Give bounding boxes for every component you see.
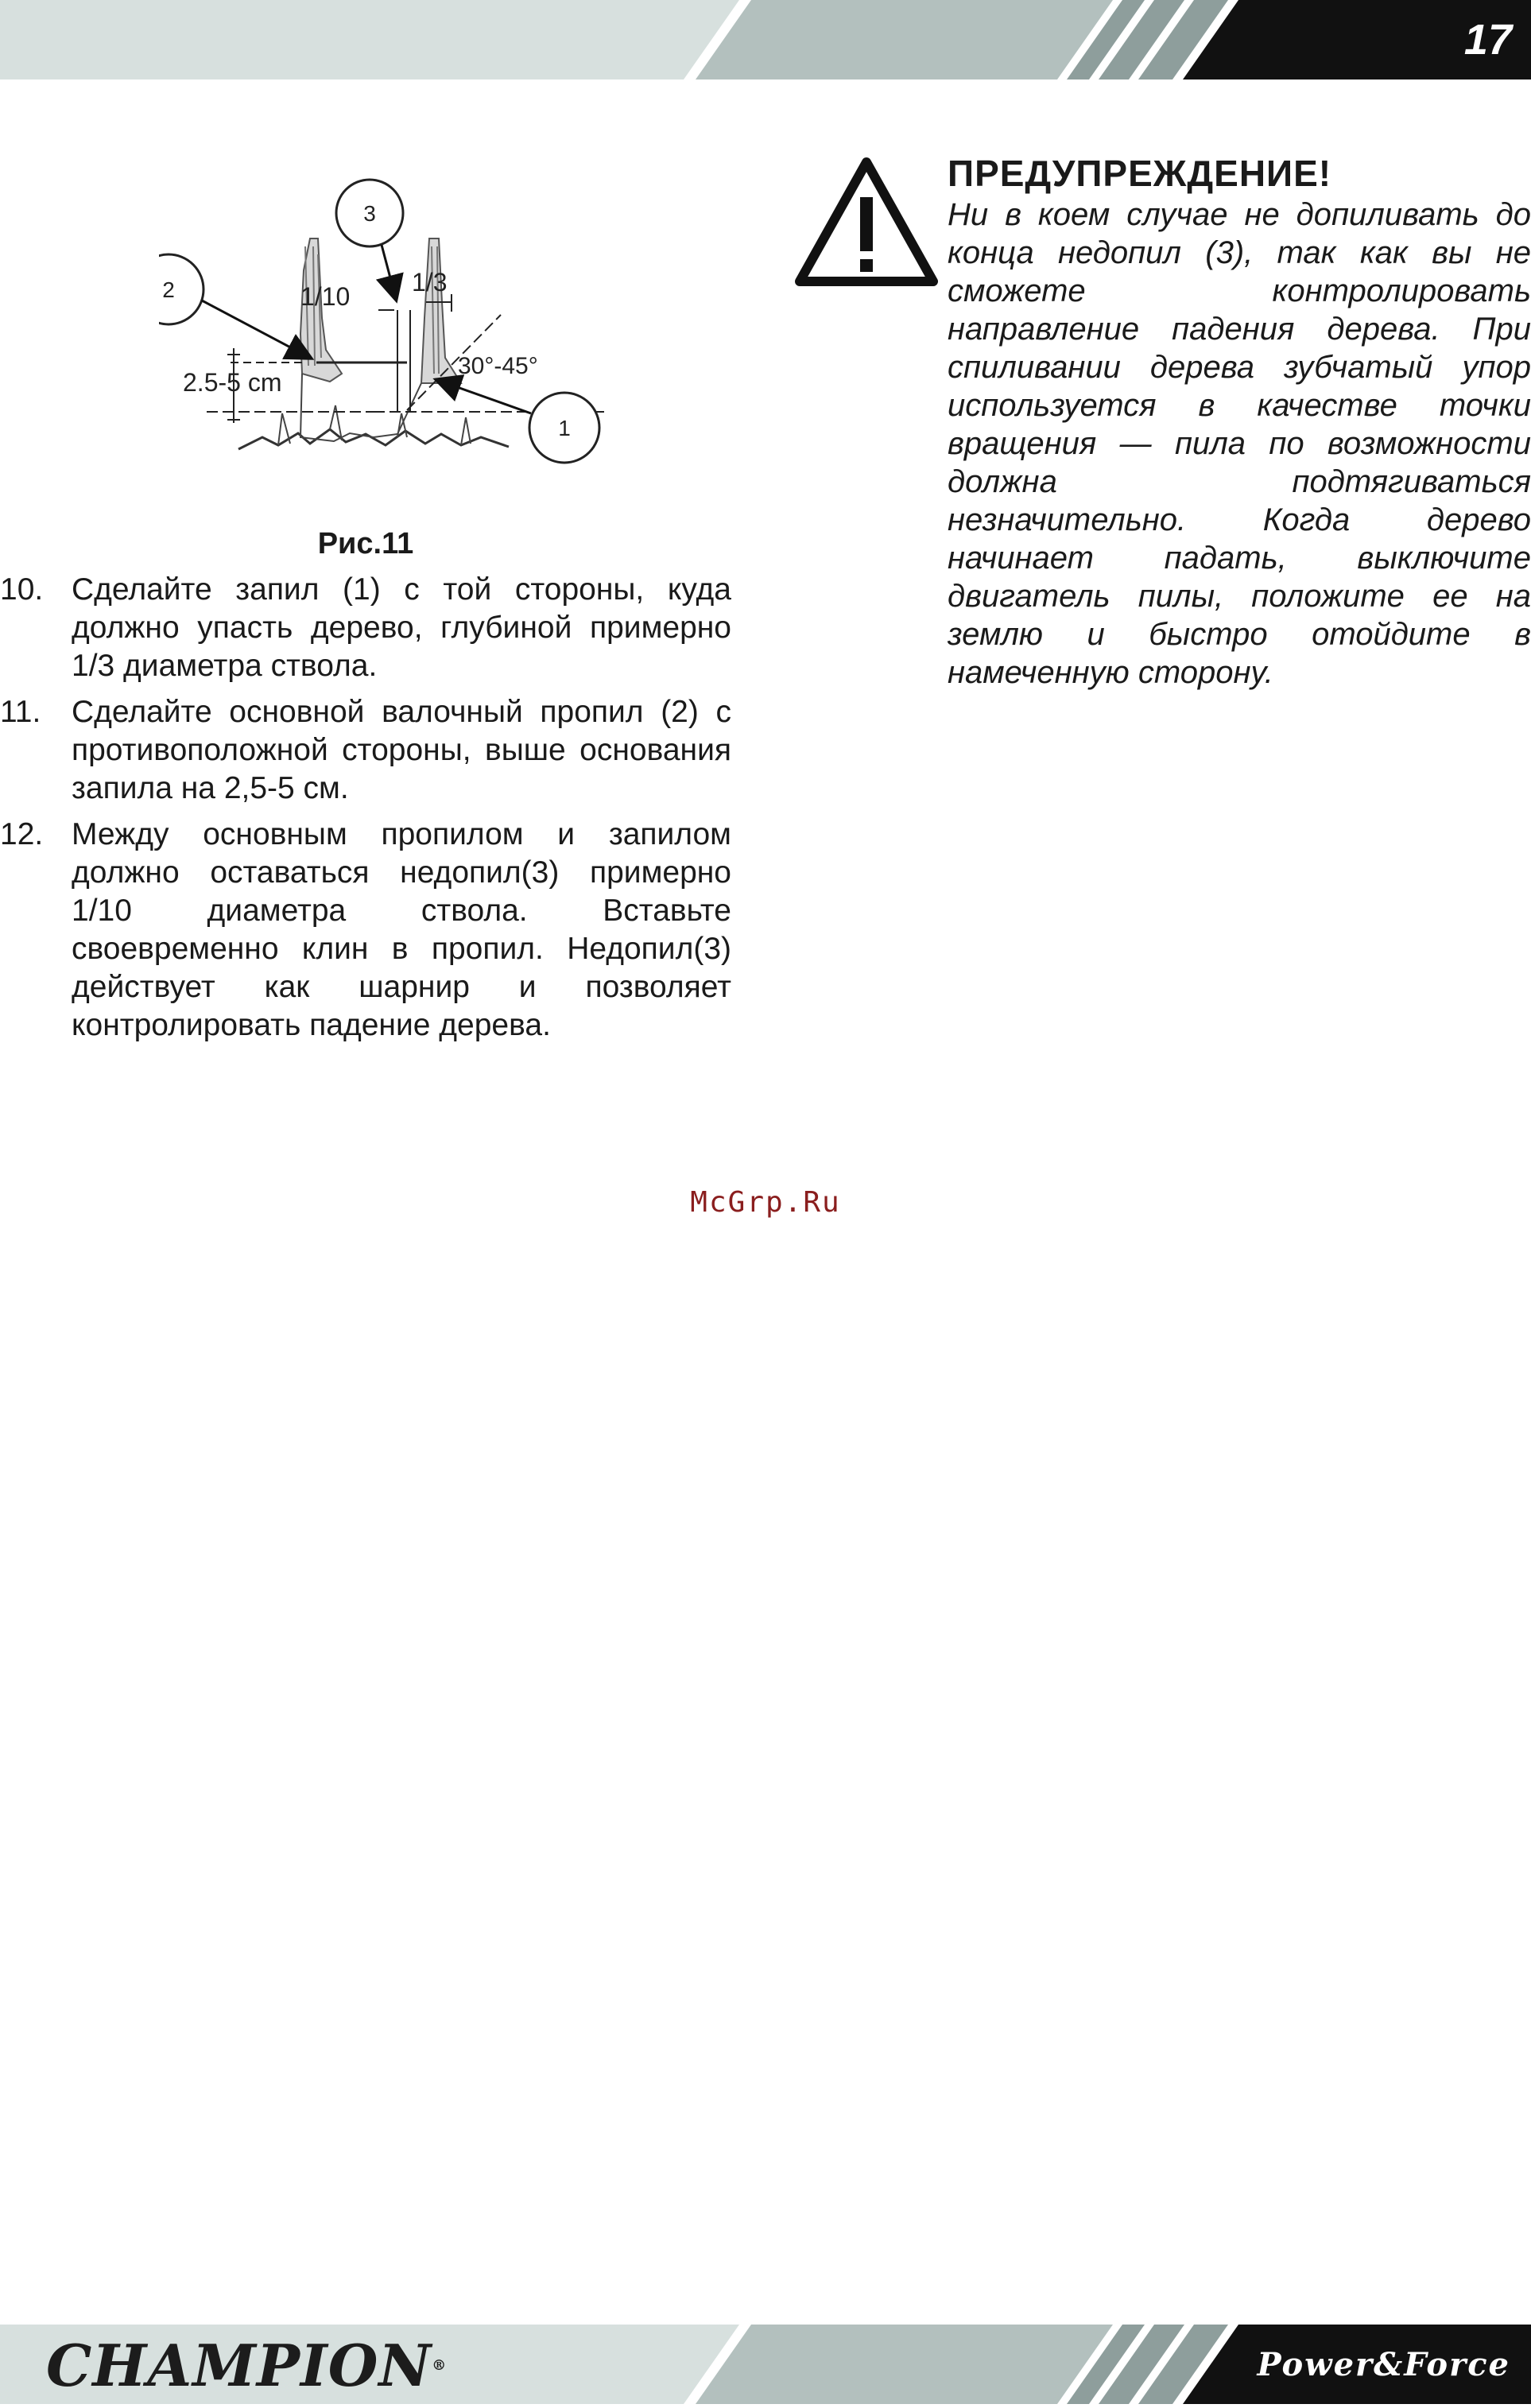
step-text: Сделайте основной валочный пропил (2) с противоположной стороны, выше основания запила на 2,5-5 см.	[72, 695, 731, 805]
brand-name: CHAMPION	[46, 2332, 432, 2399]
steps-list	[0, 571, 731, 1053]
brand-logo	[46, 2332, 447, 2399]
step-text: Между основным пропилом и запилом должно оставаться недопил(3) примерно 1/10 диаметра ствола. Вставьте своевременно клин в пропил. Недопил(3) действует как шарнир и позволяет контролировать падение дерева.	[72, 817, 731, 1042]
list-item	[0, 693, 731, 808]
label-angle: 30°-45°	[458, 353, 538, 379]
callout-2: 2	[162, 277, 175, 302]
step-number: 10.	[0, 572, 44, 607]
label-tenth: 1/10	[300, 282, 351, 311]
warning-triangle-icon	[795, 156, 938, 287]
figure-caption: Рис.11	[317, 527, 414, 560]
page-number: 17	[1463, 16, 1512, 64]
step-number: 12.	[0, 817, 44, 851]
slogan: Power&Force	[1257, 2346, 1510, 2383]
header-stripes	[0, 0, 1531, 79]
label-third: 1/3	[412, 268, 448, 297]
registered-mark: ®	[432, 2357, 448, 2374]
leader-1	[437, 380, 531, 413]
callout-1: 1	[558, 416, 571, 440]
leader-2	[202, 301, 310, 358]
warning-title: ПРЕДУПРЕЖДЕНИЕ!	[948, 153, 1332, 194]
leader-3	[382, 245, 396, 299]
label-height: 2.5-5 cm	[183, 368, 282, 397]
step-number: 11.	[0, 695, 41, 729]
felling-diagram-svg	[159, 175, 620, 477]
list-item	[0, 816, 731, 1045]
page-footer	[0, 2325, 1531, 2404]
warning-text: Ни в коем случае не допиливать до конца недопил (3), так как вы не сможете контролировать направление падения дерева. При спиливании дерева зубчатый упор используется в качестве точки вращения — пила по возможности должна подтягиваться незначительно. Когда дерево начинает падать, выключите двигатель пилы, положите ее на землю и быстро отойдите в намеченную сторону.	[948, 197, 1531, 690]
step-text: Сделайте запил (1) с той стороны, куда должно упасть дерево, глубиной примерно 1/3 диаметра ствола.	[72, 572, 731, 683]
watermark: McGrp.Ru	[690, 1186, 841, 1219]
felling-diagram	[159, 175, 620, 477]
callout-3: 3	[363, 201, 376, 226]
list-item	[0, 571, 731, 685]
page-header	[0, 0, 1531, 79]
